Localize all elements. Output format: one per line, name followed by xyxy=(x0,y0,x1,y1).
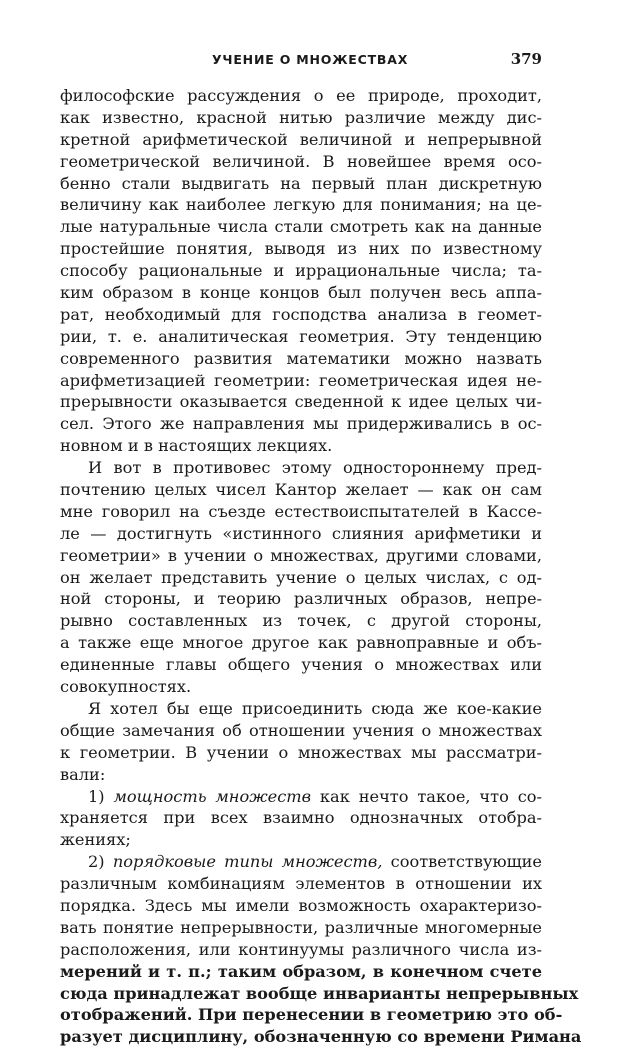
text-line: как известно, красной нитью различие между дис- xyxy=(60,107,542,127)
text-line: рат, необходимый для господства анализа в геомет- xyxy=(60,304,542,324)
text-line: сюда принадлежат вообще инварианты непрерывных xyxy=(60,983,579,1003)
text-line: разует дисциплину, обозначенную со времени Римана xyxy=(60,1027,582,1047)
page-number: 379 xyxy=(510,50,542,68)
running-head xyxy=(62,50,542,72)
text-line: различным комбинациям элементов в отношении их xyxy=(60,874,542,894)
list-marker: 1) xyxy=(88,786,114,806)
text-line: мне говорил на съезде естествоиспытателей в Кассе- xyxy=(60,501,542,521)
text-line: он желает представить учение о целых числах, с од- xyxy=(60,567,542,587)
text-line: к геометрии. В учении о множествах мы рассматри- xyxy=(60,742,542,762)
text-line: совокупностях. xyxy=(60,677,192,697)
text-line: общие замечания об отношении учения о множествах xyxy=(60,720,542,740)
text-line: а также еще многое другое как равноправные и объ- xyxy=(60,633,542,653)
text-line: почтению целых чисел Кантор желает — как он сам xyxy=(60,480,542,500)
text-line: храняется при всех взаимно однозначных отобра- xyxy=(60,808,542,828)
running-title: УЧЕНИЕ О МНОЖЕСТВАХ xyxy=(212,52,409,67)
text-line: сел. Этого же направления мы придерживались в ос- xyxy=(60,414,542,434)
list-marker: 2) xyxy=(88,852,113,872)
text-line: ной стороны, и теорию различных образов, непре- xyxy=(60,589,542,609)
list-item-2-line xyxy=(60,851,542,873)
text-line: кретной арифметической величиной и непрерывной xyxy=(60,129,542,149)
body-text xyxy=(60,85,582,1048)
list-item-text: как нечто такое, что со- xyxy=(311,786,542,806)
text-line: лые натуральные числа стали смотреть как на данные xyxy=(60,217,542,237)
text-line: геометрии» в учении о множествах, другими словами, xyxy=(60,545,542,565)
text-line: новном и в настоящих лекциях. xyxy=(60,436,333,456)
text-line: единенные главы общего учения о множествах или xyxy=(60,655,542,675)
text-line: жениях; xyxy=(60,830,131,850)
text-line: мерений и т. п.; таким образом, в конечном счете xyxy=(60,961,542,981)
emphasized-term: мощность множеств xyxy=(113,786,312,806)
text-line: величину как наиболее легкую для понимания; на це- xyxy=(60,195,542,215)
text-line: геометрической величиной. В новейшее время осо- xyxy=(60,151,542,171)
text-line: ким образом в конце концов был получен весь аппа- xyxy=(60,283,542,303)
text-line: вать понятие непрерывности, различные многомерные xyxy=(60,917,542,937)
text-line: способу рациональные и иррациональные числа; та- xyxy=(60,261,542,281)
paragraph-start-line: И вот в противовес этому одностороннему пред- xyxy=(88,458,542,478)
text-line: ле — достигнуть «истинного слияния арифметики и xyxy=(60,523,542,543)
list-item-1-line xyxy=(60,786,542,808)
text-line: современного развития математики можно назвать xyxy=(60,348,542,368)
list-item-text: соответствующие xyxy=(382,852,543,872)
text-line: порядка. Здесь мы имели возможность охарактеризо- xyxy=(60,895,542,915)
text-line: расположения, или континуумы различного числа из- xyxy=(60,939,542,959)
text-line: вали: xyxy=(60,764,106,784)
text-line: отображений. При перенесении в геометрию это об- xyxy=(60,1005,563,1025)
text-line: бенно стали выдвигать на первый план дискретную xyxy=(60,173,542,193)
text-line: прерывности оказывается сведенной к идее целых чи- xyxy=(60,392,542,412)
text-line: рывно составленных из точек, с другой стороны, xyxy=(60,611,542,631)
emphasized-term: порядковые типы множеств, xyxy=(112,852,383,872)
text-line: рии, т. е. аналитическая геометрия. Эту тенденцию xyxy=(60,326,542,346)
paragraph-start-line: Я хотел бы еще присоединить сюда же кое-какие xyxy=(88,698,542,718)
text-line: арифметизацией геометрии: геометрическая идея не- xyxy=(60,370,542,390)
text-line: простейшие понятия, выводя из них по известному xyxy=(60,239,542,259)
text-line: философские рассуждения о ее природе, проходит, xyxy=(60,86,542,105)
